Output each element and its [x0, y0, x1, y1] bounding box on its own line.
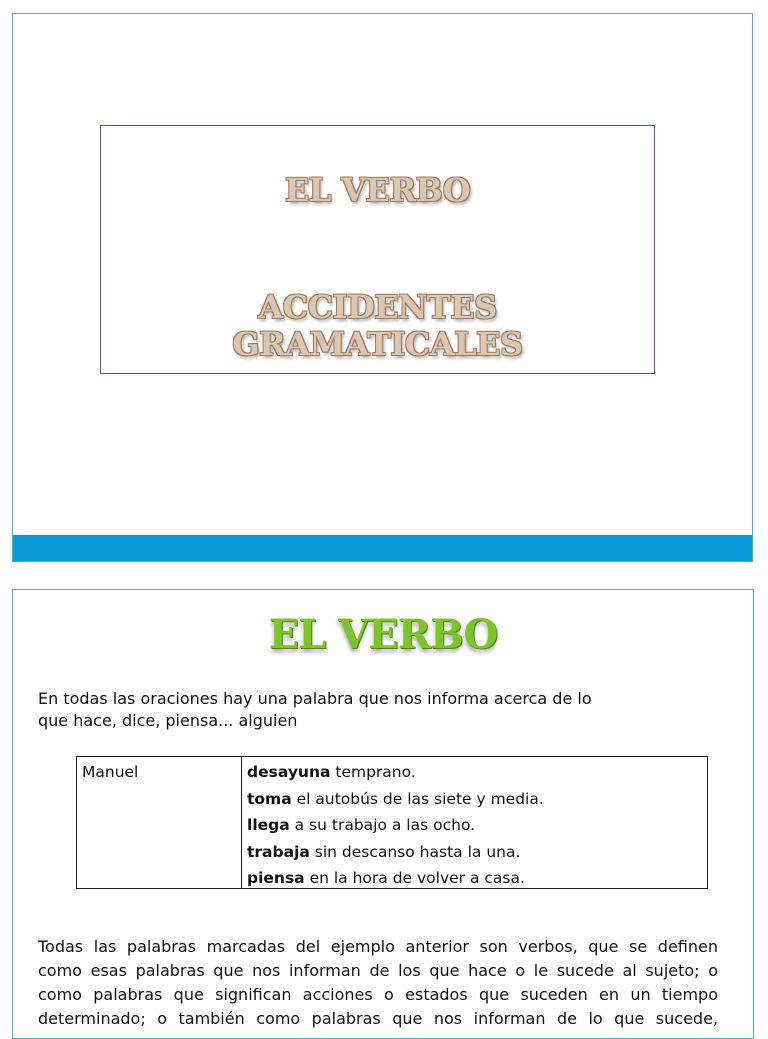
- example-table: [76, 756, 708, 889]
- paragraph-line: Todas las palabras marcadas del ejemplo anterior son verbos, que se definen: [38, 937, 718, 956]
- verb-word: toma: [247, 789, 292, 808]
- table-row: [247, 867, 544, 894]
- predicate-cell: [247, 761, 544, 894]
- paragraph-line: determinado; o también como palabras que nos informan de lo que sucede,: [38, 1009, 718, 1028]
- verb-word: trabaja: [247, 842, 310, 861]
- verb-word: piensa: [247, 869, 305, 887]
- intro-line: En todas las oraciones hay una palabra que nos informa acerca de lo: [38, 689, 592, 708]
- slide-subtitle-line-1: ACCIDENTES: [258, 288, 497, 326]
- predicate-text: sin descanso hasta la una.: [309, 842, 521, 861]
- section-heading: EL VERBO: [268, 611, 498, 658]
- predicate-text: temprano.: [330, 763, 416, 781]
- table-row: [247, 761, 544, 788]
- slide-subtitle-line-2: GRAMATICALES: [232, 325, 523, 363]
- table-row: [247, 814, 544, 841]
- verb-word: llega: [247, 816, 290, 834]
- predicate-text: a su trabajo a las ocho.: [289, 816, 476, 834]
- paragraph-line: como palabras que significan acciones o estados que suceden en un tiempo: [38, 985, 718, 1004]
- predicate-text: en la hora de volver a casa.: [304, 869, 525, 887]
- title-box: [100, 125, 655, 374]
- predicate-text: el autobús de las siete y media.: [291, 789, 544, 808]
- intro-line: que hace, dice, piensa... alguien: [38, 711, 298, 730]
- intro-text: [38, 688, 638, 732]
- paragraph-line: como esas palabras que nos informan de los que hace o le sucede al sujeto; o: [38, 961, 718, 980]
- table-row: [247, 788, 544, 815]
- footer-bar: [13, 535, 752, 561]
- definition-paragraph: [38, 935, 718, 1031]
- slide-2: [12, 589, 754, 1039]
- verb-word: desayuna: [247, 763, 331, 781]
- slide-title: EL VERBO: [284, 171, 471, 209]
- table-divider: [241, 757, 242, 888]
- slide-1: [12, 13, 753, 562]
- table-row: [247, 841, 544, 868]
- subject-cell: Manuel: [82, 763, 139, 781]
